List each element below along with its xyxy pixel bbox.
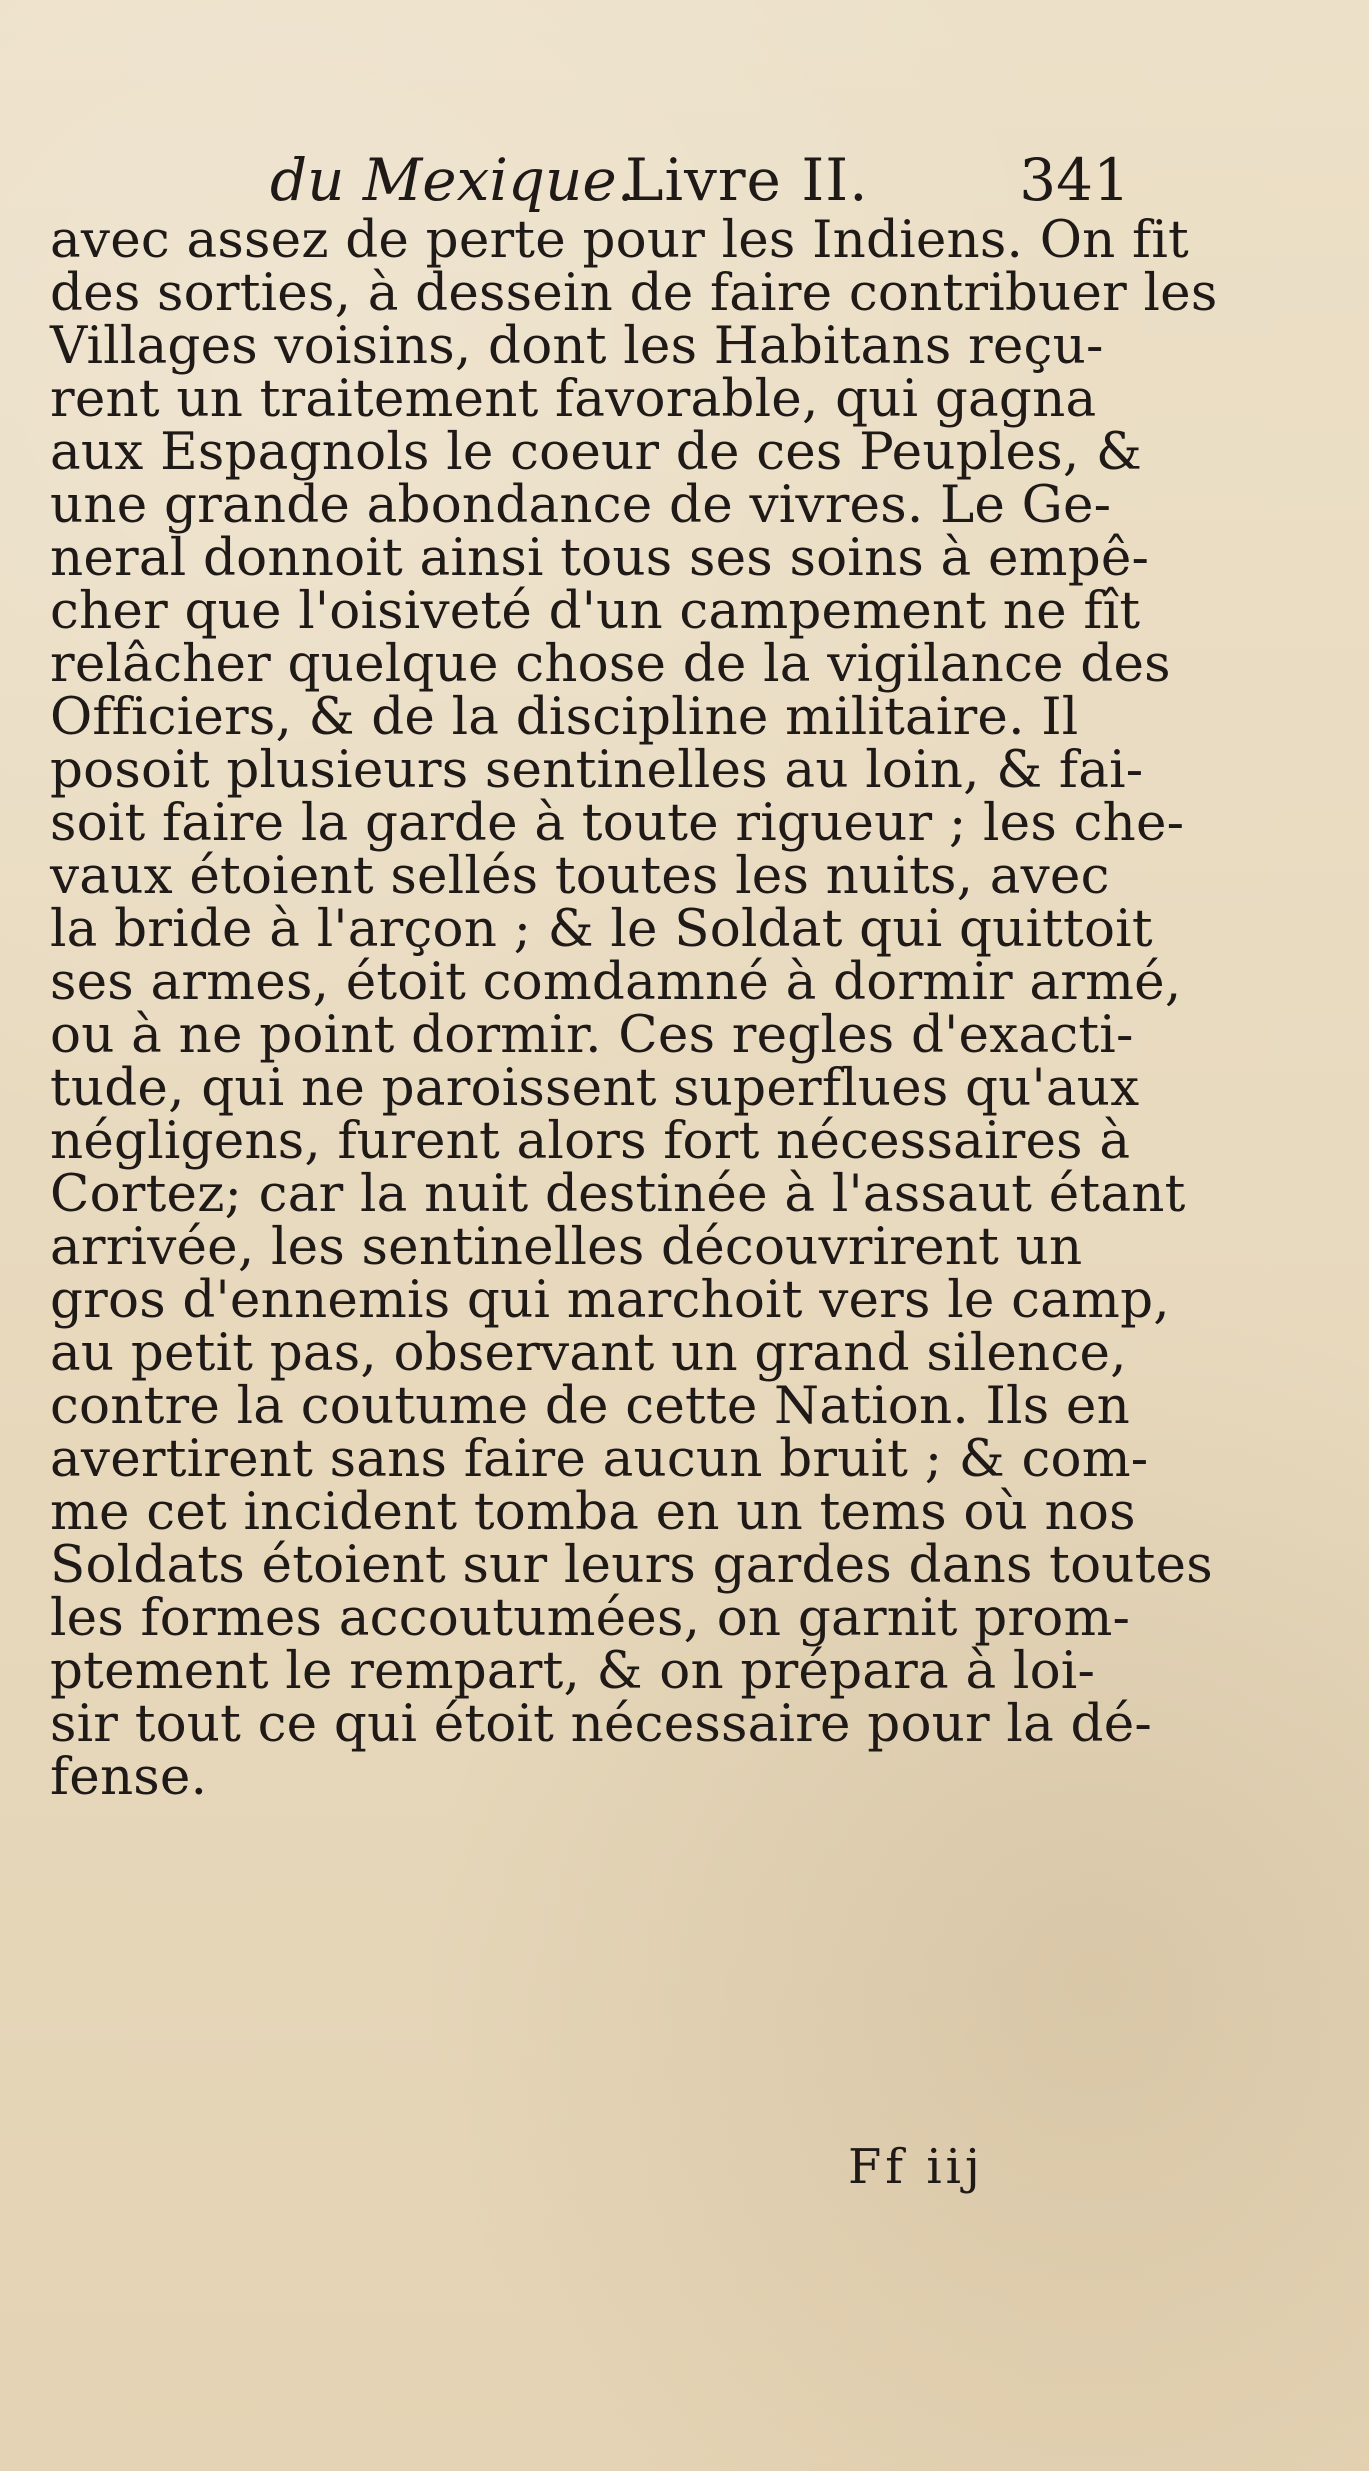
text-line: les formes accoutumées, on garnit prom- xyxy=(50,1588,1131,1648)
text-line: contre la coutume de cette Nation. Ils en xyxy=(50,1376,1130,1436)
text-line: ou à ne point dormir. Ces regles d'exacti- xyxy=(50,1005,1134,1065)
text-line: arrivée, les sentinelles découvrirent un xyxy=(50,1217,1083,1277)
text-line: cher que l'oisiveté d'un campement ne fît xyxy=(50,581,1141,641)
page-number: 341 xyxy=(1019,146,1130,214)
text-line: des sorties, à dessein de faire contribuer les xyxy=(50,263,1218,323)
text-line: soit faire la garde à toute rigueur ; les che- xyxy=(50,793,1185,853)
text-line: Cortez; car la nuit destinée à l'assaut étant xyxy=(50,1164,1186,1224)
text-line: ses armes, étoit comdamné à dormir armé, xyxy=(50,952,1182,1012)
book-part: Livre II. xyxy=(625,146,869,214)
text-line: Officiers, & de la discipline militaire. Il xyxy=(50,687,1079,747)
text-line: Villages voisins, dont les Habitans reçu- xyxy=(50,316,1104,376)
text-line: relâcher quelque chose de la vigilance des xyxy=(50,634,1171,694)
text-line: neral donnoit ainsi tous ses soins à empê- xyxy=(50,528,1150,588)
text-line: une grande abondance de vivres. Le Ge- xyxy=(50,475,1112,535)
running-title: du Mexique. xyxy=(270,146,636,214)
text-line: fense. xyxy=(50,1747,208,1807)
text-line: sir tout ce qui étoit nécessaire pour la dé- xyxy=(50,1694,1152,1754)
text-line: la bride à l'arçon ; & le Soldat qui quittoit xyxy=(50,899,1153,959)
text-line: posoit plusieurs sentinelles au loin, & fai- xyxy=(50,740,1144,800)
text-line: rent un traitement favorable, qui gagna xyxy=(50,369,1097,429)
page-header xyxy=(270,146,1130,214)
text-line: avec assez de perte pour les Indiens. On fit xyxy=(50,210,1189,270)
text-line: ptement le rempart, & on prépara à loi- xyxy=(50,1641,1096,1701)
text-line: gros d'ennemis qui marchoit vers le camp, xyxy=(50,1270,1170,1330)
text-line: au petit pas, observant un grand silence, xyxy=(50,1323,1127,1383)
text-line: aux Espagnols le coeur de ces Peuples, & xyxy=(50,422,1143,482)
text-line: tude, qui ne paroissent superflues qu'aux xyxy=(50,1058,1140,1118)
text-line: avertirent sans faire aucun bruit ; & com- xyxy=(50,1429,1149,1489)
text-line: négligens, furent alors fort nécessaires à xyxy=(50,1111,1131,1171)
text-line: Soldats étoient sur leurs gardes dans toutes xyxy=(50,1535,1213,1595)
text-line: me cet incident tomba en un tems où nos xyxy=(50,1482,1136,1542)
body-text xyxy=(50,210,1218,1807)
signature-mark: Ff iij xyxy=(848,2139,984,2195)
text-line: vaux étoient sellés toutes les nuits, avec xyxy=(50,846,1110,906)
